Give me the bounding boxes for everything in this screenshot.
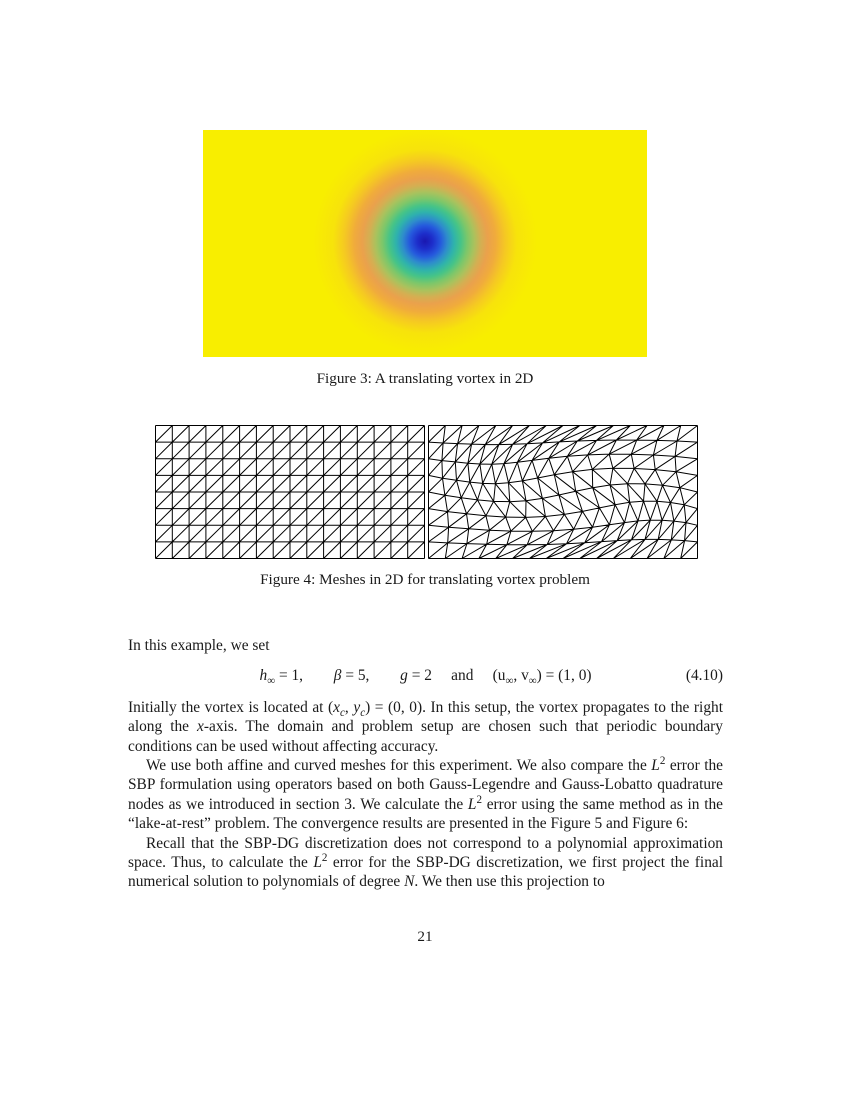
paragraph-2: We use both affine and curved meshes for this experiment. We also compare the $L^2$ error the SBP formulation using operators based on both Gauss-Legendre and Gauss-Lobatto quadrature nodes as we introduced in section 3. We calculate the $L^2$ error using the same method as in the “lake-at-rest” problem. The convergence results are presented in the Figure 5 and Figure 6: xyxy=(128,754,724,833)
equation-tag: (4.10) xyxy=(685,667,723,685)
intro-text: In this example, we set xyxy=(128,637,270,654)
figure-4-meshes xyxy=(155,425,699,559)
figure-3-caption: Figure 3: A translating vortex in 2D xyxy=(316,370,534,387)
affine-mesh-svg xyxy=(155,425,425,559)
curved-mesh-svg xyxy=(428,425,698,559)
page-number: 21 xyxy=(417,928,433,945)
paragraph-1: Initially the vortex is located at ($x_c$, $y_c) = (0$, 0). In this setup, the vortex propagates to the right along the x-axis. The domain and problem setup are chosen such that periodic boundary conditions can be used without affecting accuracy. xyxy=(128,698,723,755)
equation-content: $h_\infty = 1$, β = 5, g = 2 and ($u_\infty$, $v_\infty) = (1$, 0) xyxy=(259,667,592,688)
vortex-plot xyxy=(203,130,647,357)
body-text xyxy=(128,636,723,892)
equation-4-10 xyxy=(128,666,723,688)
paragraph-3: Recall that the SBP-DG discretization does not correspond to a polynomial approximation space. Thus, to calculate the $L^2$ error for the SBP-DG discretization, we first project the final numerical solution to polynomials of degree N. We then use this projection to xyxy=(128,834,723,891)
figure-4-caption: Figure 4: Meshes in 2D for translating vortex problem xyxy=(260,571,590,588)
